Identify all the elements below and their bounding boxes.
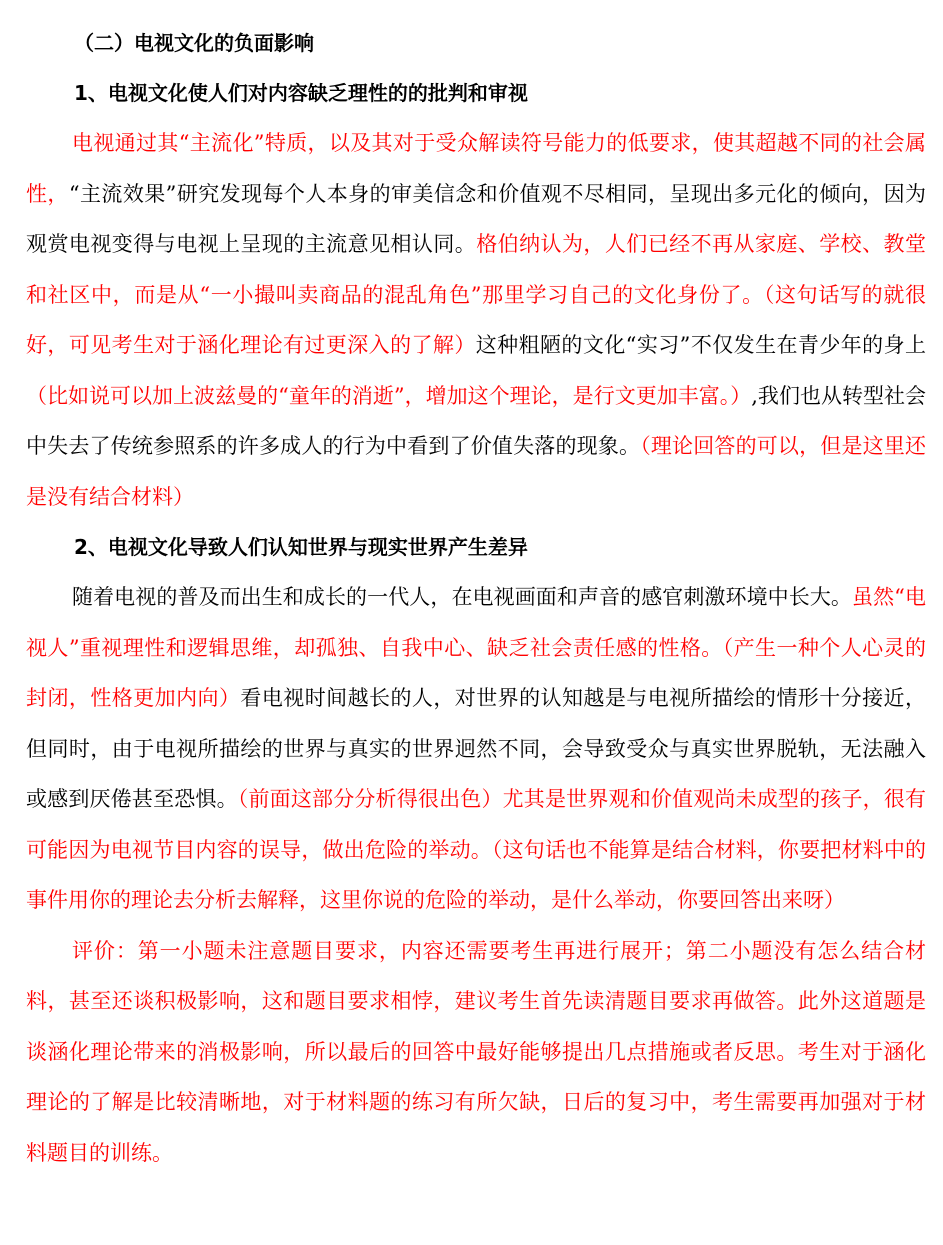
annotation-comment: （理论回答的可以，但是这里还是没有结合材料） [26, 434, 927, 509]
document-page [26, 18, 926, 1178]
text-run: 这种粗陋的文化“实习”不仅发生在青少年的身上 [475, 333, 926, 357]
annotation-comment: 格伯纳认为，人们已经不再从家庭、学校、教堂和社区中，而是从“一小撮叫卖商品的混乱角色”那里学习自己的文化身份了。（这句话写的就很好，可见考生对于涵化理论有过更深入的了解） [26, 232, 926, 357]
annotation-comment: 虽然“电视人”重视理性和逻辑思维，却孤独、自我中心、缺乏社会责任感的性格。（产生一种个人心灵的封闭，性格更加内向） [26, 585, 926, 710]
text-run: ,我们也从转型社会中失去了传统参照系的许多成人的行为中看到了价值失落的现象。 [26, 383, 926, 458]
section-heading: （二）电视文化的负面影响 [74, 31, 314, 55]
subsection-2-paragraph [26, 572, 926, 926]
annotation-comment: （前面这部分分析得很出色）尤其是世界观和价值观尚未成型的孩子，很有可能因为电视节目内容的误导，做出危险的举动。（这句话也不能算是结合材料，你要把材料中的事件用你的理论去分析去解释，这里你说的危险的举动，是什么举动，你要回答出来呀） [26, 787, 927, 912]
text-run: 随着电视的普及而出生和成长的一代人，在电视画面和声音的感官刺激环境中长大。 [72, 585, 853, 609]
text-run: 电视通过其“主流化”特质，以及其对于受众解读符号能力的低要求，使其超越不同的社会属性， [26, 131, 926, 206]
subsection-2-title: 2、电视文化导致人们认知世界与现实世界产生差异 [74, 535, 528, 559]
annotation-comment: （比如说可以加上波兹曼的“童年的消逝”，增加这个理论，是行文更加丰富。） [26, 383, 752, 408]
text-run: 看电视时间越长的人，对世界的认知越是与电视所描绘的情形十分接近，但同时，由于电视所描绘的世界与真实的世界迥然不同，会导致受众与真实世界脱轨，无法融入或感到厌倦甚至恐惧。 [26, 686, 926, 811]
subsection-1-title: 1、电视文化使人们对内容缺乏理性的的批判和审视 [74, 81, 528, 105]
evaluation-text: 评价：第一小题未注意题目要求，内容还需要考生再进行展开；第二小题没有怎么结合材料，甚至还谈积极影响，这和题目要求相悖，建议考生首先读清题目要求再做答。此外这道题是谈涵化理论带来的消极影响，所以最后的回答中最好能够提出几点措施或者反思。考生对于涵化理论的了解是比较清晰地，对于材料题的练习有所欠缺，日后的复习中，考生需要再加强对于材料题目的训练。 [26, 938, 926, 1165]
text-run: “主流效果”研究发现每个人本身的审美信念和价值观不尽相同，呈现出多元化的倾向，因为观赏电视变得与电视上呈现的主流意见相认同。 [26, 181, 927, 256]
subsection-1-paragraph [26, 118, 926, 522]
evaluation-paragraph [26, 926, 926, 1179]
